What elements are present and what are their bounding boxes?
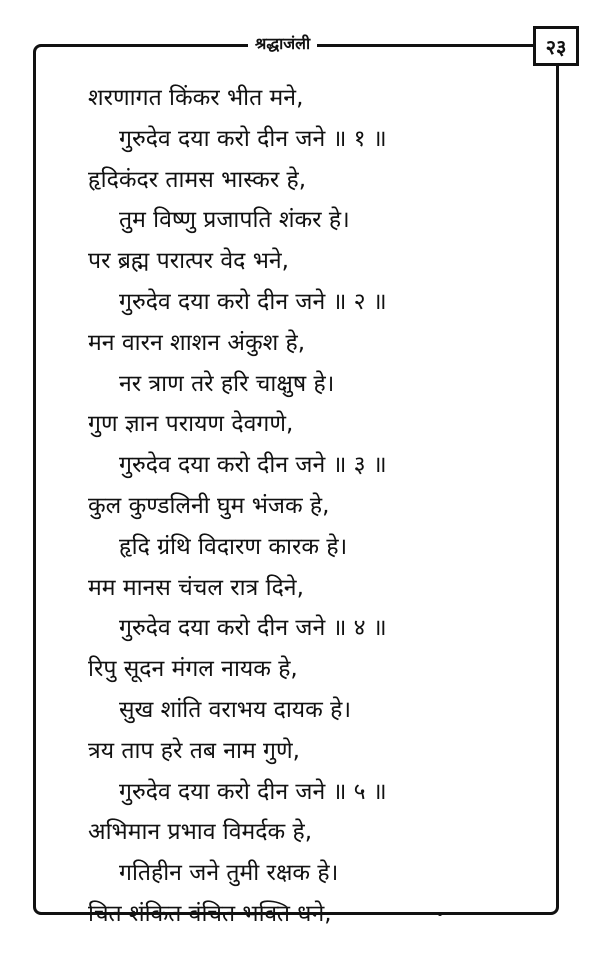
- verse-line-8: नर त्राण तरे हरि चाक्षुष हे।: [119, 370, 335, 397]
- verse-line-14: गुरुदेव दया करो दीन जने ॥ ४ ॥: [119, 615, 387, 642]
- page-header-title: श्रद्धाजंली: [248, 33, 317, 55]
- verse-line-5: पर ब्रह्म परात्पर वेद भने,: [88, 248, 289, 275]
- verse-line-6: गुरुदेव दया करो दीन जने ॥ २ ॥: [119, 288, 387, 315]
- verse-line-11: कुल कुण्डलिनी घुम भंजक हे,: [88, 492, 330, 519]
- verse-line-13: मम मानस चंचल रात्र दिने,: [88, 574, 304, 601]
- verse-line-19: अभिमान प्रभाव विमर्दक हे,: [88, 819, 313, 846]
- verse-line-21: चित शंकित वंचित भक्ति धने,: [88, 900, 332, 927]
- verse-line-18: गुरुदेव दया करो दीन जने ॥ ५ ॥: [119, 778, 387, 805]
- page-number-box: [533, 26, 579, 66]
- verse-line-15: रिपु सूदन मंगल नायक हे,: [88, 656, 298, 683]
- verse-line-7: मन वारन शाशन अंकुश हे,: [88, 329, 306, 356]
- verse-line-16: सुख शांति वराभय दायक हे।: [119, 696, 352, 723]
- verse-line-9: गुण ज्ञान परायण देवगणे,: [88, 411, 294, 438]
- verse-line-1: शरणागत किंकर भीत मने,: [88, 85, 304, 111]
- verse-line-20: गतिहीन जने तुमी रक्षक हे।: [119, 860, 339, 887]
- page-number: २३: [545, 34, 567, 59]
- verse-line-3: हृदिकंदर तामस भास्कर हे,: [88, 166, 307, 193]
- verse-line-4: तुम विष्णु प्रजापति शंकर हे।: [119, 207, 350, 234]
- verse-line-17: त्रय ताप हरे तब नाम गुणे,: [88, 737, 300, 764]
- print-speck: [438, 912, 442, 916]
- verse-block: [88, 78, 548, 935]
- verse-line-2: गुरुदेव दया करो दीन जने ॥ १ ॥: [119, 125, 387, 152]
- verse-line-10: गुरुदेव दया करो दीन जने ॥ ३ ॥: [119, 452, 387, 479]
- verse-line-12: हृदि ग्रंथि विदारण कारक हे।: [119, 533, 348, 560]
